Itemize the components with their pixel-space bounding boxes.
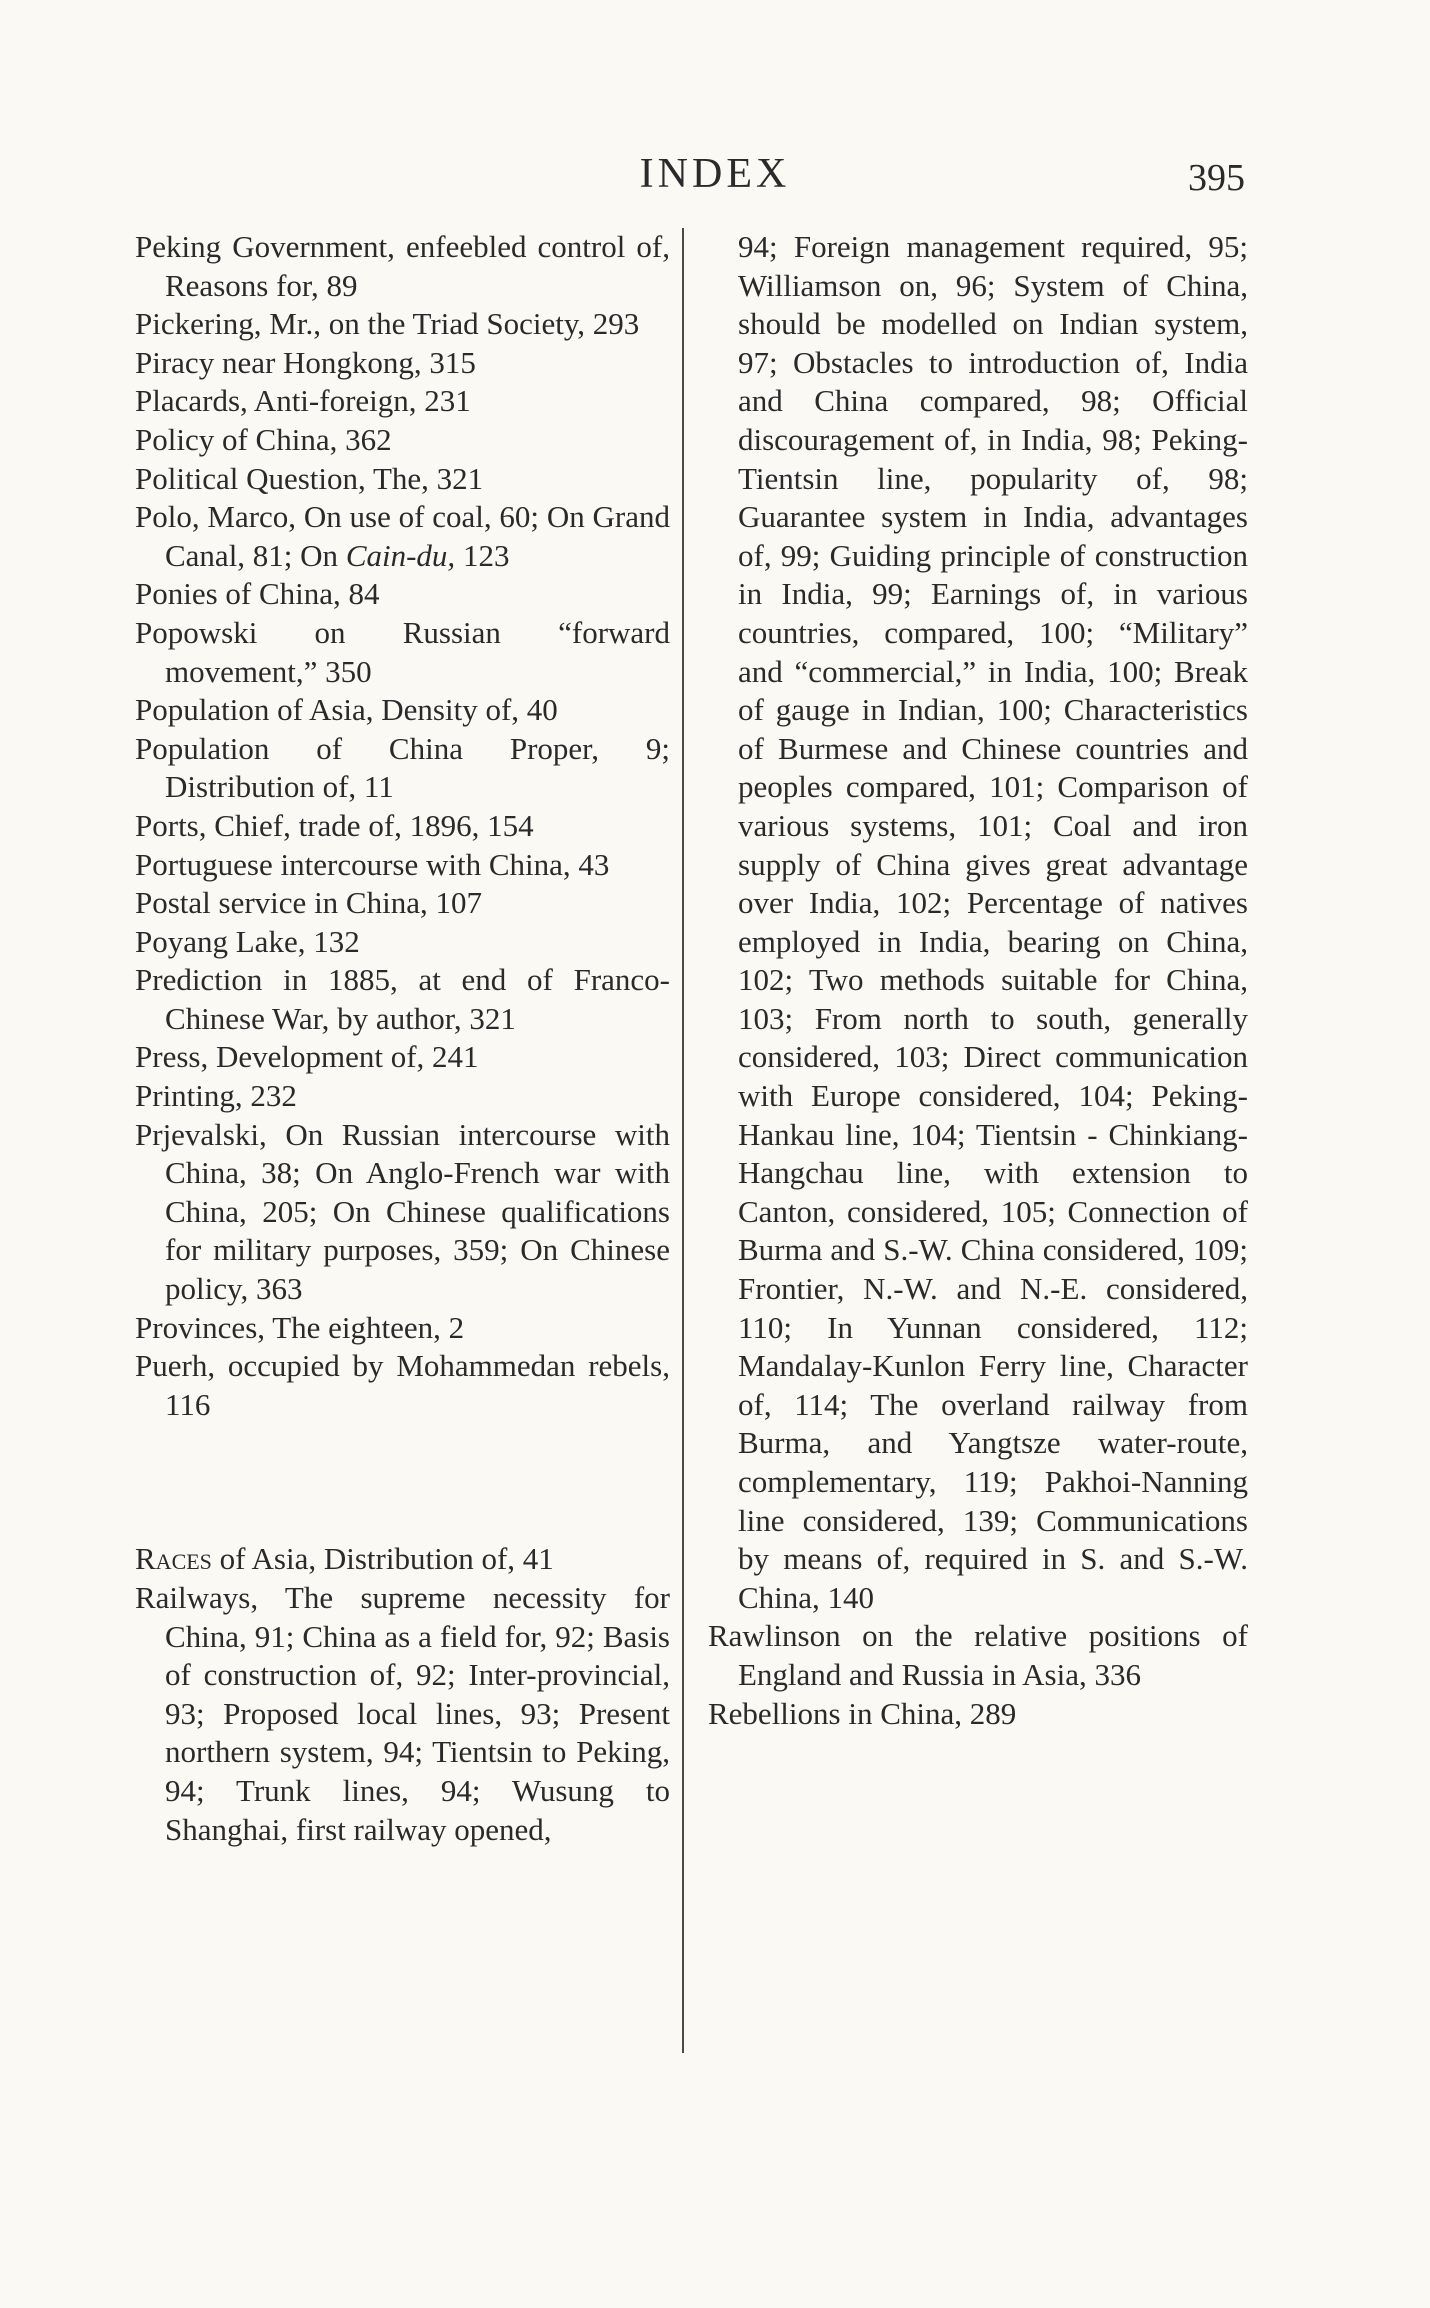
index-entry: Ponies of China, 84	[135, 576, 380, 612]
index-entry: Prjevalski, On Russian intercourse with China, 38; On Anglo-French war with China, 205; On Chinese qualifications for military purposes, 359; On Chinese policy, 363	[135, 1116, 670, 1307]
column-divider	[682, 228, 684, 2053]
index-entry: Popowski on Russian “forward movement,” 350	[135, 614, 670, 689]
index-entry: Peking Government, enfeebled control of, Reasons for, 89	[135, 229, 670, 303]
entry-italic: Cain-du,	[345, 537, 456, 573]
index-entry: Provinces, The eighteen, 2	[135, 1309, 465, 1345]
index-entry: Poyang Lake, 132	[135, 923, 360, 959]
index-entry: Postal service in China, 107	[135, 885, 482, 921]
index-entry: Population of China Proper, 9; Distribution of, 11	[135, 730, 670, 805]
index-entry-races	[135, 1540, 670, 1579]
entry-text: of Asia, Distribution of, 41	[211, 1541, 554, 1577]
index-column-right	[708, 228, 1248, 1733]
index-entry: Pickering, Mr., on the Triad Society, 293	[135, 306, 640, 342]
index-entry: Rawlinson on the relative positions of England and Russia in Asia, 336	[708, 1618, 1248, 1692]
page-number: 395	[1188, 157, 1245, 199]
index-entry: Prediction in 1885, at end of Franco-Chinese War, by author, 321	[135, 962, 670, 1036]
index-entry: Political Question, The, 321	[135, 460, 484, 496]
index-entry: Policy of China, 362	[135, 421, 392, 457]
index-entry: Press, Development of, 241	[135, 1039, 479, 1075]
index-entry-railways: Railways, The supreme necessity for China, 91; China as a field for, 92; Basis of construction of, 92; Inter-provincial, 93; Proposed local lines, 93; Present northern system, 94; Tientsin to Peking, 94; Trunk lines, 94; Wusung to Shanghai, first railway opened,	[135, 1580, 670, 1847]
index-entry: Population of Asia, Density of, 40	[135, 692, 558, 728]
running-head: INDEX	[639, 151, 791, 197]
index-entry-continued	[708, 228, 1248, 1617]
section-initial-word: Races	[135, 1541, 212, 1577]
index-entry: Printing, 232	[135, 1078, 297, 1114]
index-entry: Piracy near Hongkong, 315	[135, 344, 476, 380]
index-entry: Placards, Anti-foreign, 231	[135, 383, 471, 419]
section-gap	[135, 1424, 670, 1540]
index-entry: Puerh, occupied by Mohammedan rebels, 116	[135, 1348, 670, 1422]
index-entry-polo	[135, 498, 670, 575]
entry-text: 123	[455, 537, 510, 573]
index-entry: Ports, Chief, trade of, 1896, 154	[135, 807, 534, 843]
index-entry: Rebellions in China, 289	[708, 1695, 1017, 1731]
index-column-left	[135, 228, 670, 1849]
entry-text: Polo, Marco, On use of coal, 60; On Grand Canal, 81; On	[135, 499, 670, 573]
index-entry: Portuguese intercourse with China, 43	[135, 846, 610, 882]
entry-text: 94; Foreign management required, 95; Williamson on, 96; System of China, should be modelled on Indian system, 97; Obstacles to introduction of, India and China compared, 98; Official discouragement of, in India, 98; Peking-Tientsin line, popularity of, 98; Guarantee system in India, advantages of, 99; Guiding principle of construction in India, 99; Earnings of, in various countries, compared, 100; “Military” and “commercial,” in India, 100; Break of gauge in Indian, 100; Characteristics of Burmese and Chinese countries and peoples compared, 101; Comparison of various systems, 101; Coal and iron supply of China gives great advantage over India, 102; Percentage of natives employed in India, bearing on China, 102; Two methods suitable for China, 103; From north to south, generally considered, 103; Direct communication with Europe considered, 104; Peking-Hankau line, 104; Tientsin - Chinkiang-Hangchau line, with extension to Canton, considered, 105; Connection of Burma and S.-W. China considered, 109; Frontier, N.-W. and N.-E. considered, 110; In Yunnan considered, 112; Mandalay-Kunlon Ferry line, Character of, 114; The overland railway from Burma, and Yangtsze water-route, complementary, 119; Pakhoi-Nanning line considered, 139; Communications by means of, required in S. and S.-W. China, 140	[738, 229, 1248, 1615]
